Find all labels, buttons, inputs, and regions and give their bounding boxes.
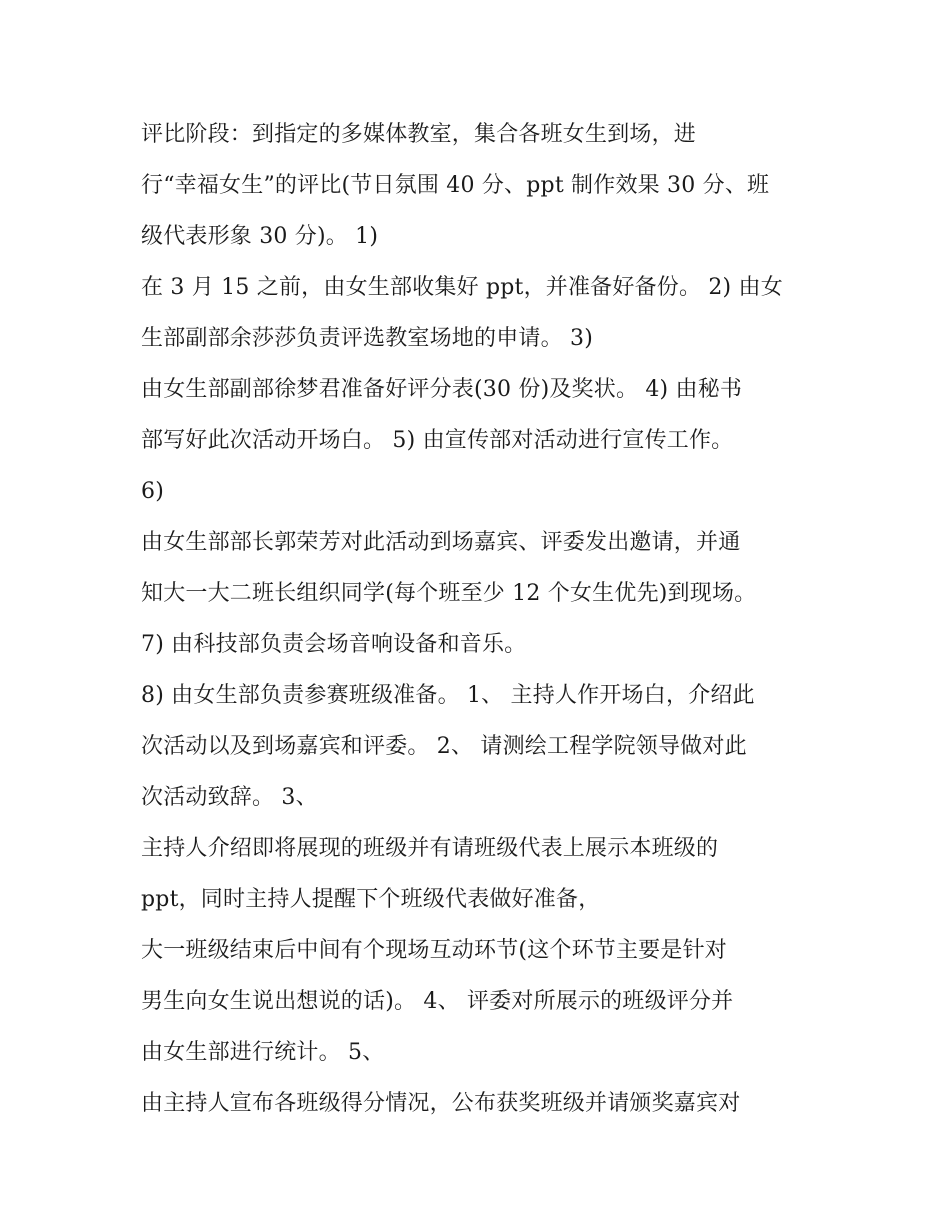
text-line: 主持人介绍即将展现的班级并有请班级代表上展示本班级的 bbox=[141, 836, 719, 861]
text-line: 在 3 月 15 之前，由女生部收集好 ppt，并准备好备份。 2) 由女 bbox=[141, 275, 783, 300]
text-line: 行“幸福女生”的评比(节日氛围 40 分、ppt 制作效果 30 分、班 bbox=[141, 173, 770, 198]
text-line: 8) 由女生部负责参赛班级准备。 1、 主持人作开场白，介绍此 bbox=[141, 683, 755, 708]
text-line: ppt，同时主持人提醒下个班级代表做好准备， bbox=[141, 887, 601, 912]
text-line: 知大一大二班长组织同学(每个班至少 12 个女生优先)到现场。 bbox=[141, 581, 757, 606]
text-line: 评比阶段：到指定的多媒体教室，集合各班女生到场，进 bbox=[141, 122, 697, 147]
text-line: 级代表形象 30 分)。 1) bbox=[141, 224, 379, 249]
text-line: 大一班级结束后中间有个现场互动环节(这个环节主要是针对 bbox=[141, 938, 727, 963]
text-line: 次活动以及到场嘉宾和评委。 2、 请测绘工程学院领导做对此 bbox=[141, 734, 747, 759]
text-line: 6) bbox=[141, 479, 164, 504]
text-line: 7) 由科技部负责会场音响设备和音乐。 bbox=[141, 632, 527, 657]
document-body bbox=[141, 109, 831, 1129]
text-line: 次活动致辞。 3、 bbox=[141, 785, 318, 810]
text-line: 部写好此次活动开场白。 5) 由宣传部对活动进行宣传工作。 bbox=[141, 428, 734, 453]
text-line: 由主持人宣布各班级得分情况，公布获奖班级并请颁奖嘉宾对 bbox=[141, 1091, 741, 1116]
text-line: 由女生部部长郭荣芳对此活动到场嘉宾、评委发出邀请，并通 bbox=[141, 530, 741, 555]
text-line: 男生向女生说出想说的话)。 4、 评委对所展示的班级评分并 bbox=[141, 989, 734, 1014]
text-line: 生部副部余莎莎负责评选教室场地的申请。 3) bbox=[141, 326, 593, 351]
text-line: 由女生部副部徐梦君准备好评分表(30 份)及奖状。 4) 由秘书 bbox=[141, 377, 743, 402]
text-line: 由女生部进行统计。 5、 bbox=[141, 1040, 385, 1065]
